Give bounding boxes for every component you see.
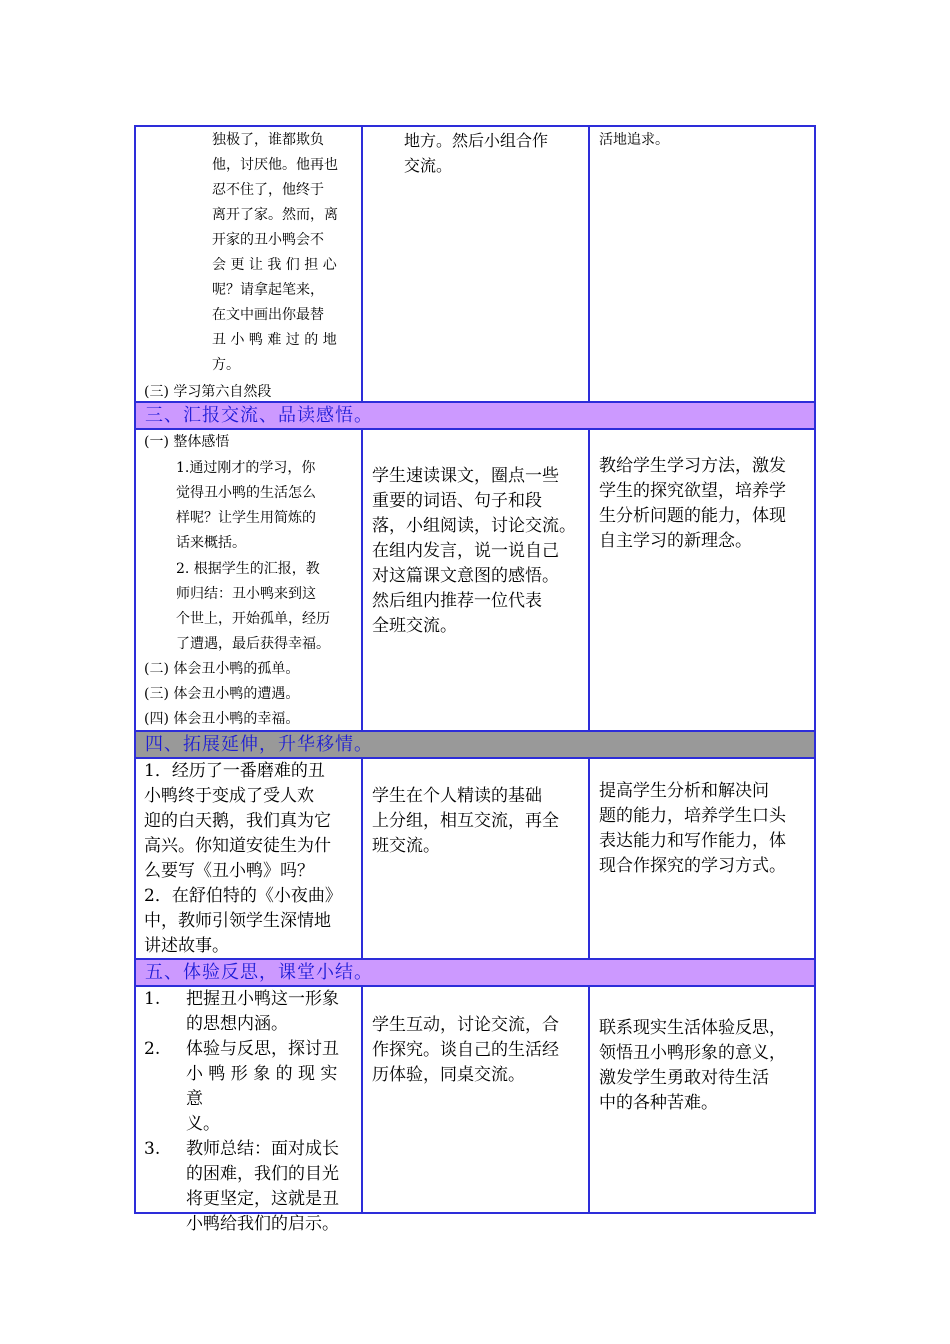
column-divider: [588, 987, 590, 1214]
text-line: 将更坚定，这就是丑: [186, 1189, 339, 1209]
text-line: 学生速读课文，圈点一些: [372, 466, 559, 486]
text-line: 么要写《丑小鸭》吗？: [144, 861, 314, 881]
text-line: 把握丑小鸭这一形象: [186, 989, 339, 1009]
text-line: 自主学习的新理念。: [599, 531, 752, 551]
text-line: 中，教师引领学生深情地: [144, 911, 331, 931]
text-line: 小鸭给我们的启示。: [186, 1214, 339, 1234]
list-item: (二) 体会丑小鸭的孤单。: [144, 661, 300, 677]
text-line: 小鸭终于变成了受人欢: [144, 786, 314, 806]
row3-student-activity: [372, 464, 586, 639]
section-band-3: 三、汇报交流、品读感悟。: [136, 403, 814, 428]
row4-teacher-activity: [144, 759, 358, 959]
section-band-4: 四、拓展延伸，升华移情。: [136, 732, 814, 757]
text-line: 提高学生分析和解决问: [599, 781, 769, 801]
lesson-table: [134, 125, 816, 1234]
row4-col2-text: [372, 784, 586, 859]
section-band-5: 五、体验反思，课堂小结。: [136, 960, 814, 985]
text-line: 离开了家。然而，离: [212, 207, 338, 223]
text-line: 题的能力，培养学生口头: [599, 806, 786, 826]
row3-col3-text: [599, 454, 811, 554]
row1-col3-text: [599, 128, 809, 153]
text-line: 地方。然后小组合作: [404, 131, 549, 150]
text-line: 2．在舒伯特的《小夜曲》: [144, 886, 342, 906]
text-line: 教师总结：面对成长: [186, 1139, 339, 1159]
text-line: 班交流。: [372, 836, 440, 856]
text-line: 生分析问题的能力，体现: [599, 506, 786, 526]
numbered-item: [144, 1037, 358, 1137]
row4-col3-text: [599, 779, 811, 879]
row1-student-activity: [404, 128, 586, 178]
text-line: 迎的白天鹅，我们真为它: [144, 811, 331, 831]
text-line: 独极了，谁都欺负: [212, 132, 324, 148]
text-line: 觉得丑小鸭的生活怎么: [176, 485, 316, 501]
text-line: 他，讨厌他。他再也: [212, 157, 338, 173]
text-line: 了遭遇，最后获得幸福。: [176, 636, 330, 652]
text-line: 的困难，我们的目光: [186, 1164, 339, 1184]
text-line: 上分组，相互交流，再全: [372, 811, 559, 831]
list-item: (三) 体会丑小鸭的遭遇。: [144, 686, 300, 702]
text-line: 1.通过刚才的学习，你: [176, 460, 316, 476]
numbered-item: [144, 1137, 358, 1237]
item-text: [186, 1137, 358, 1237]
text-line: 在组内发言，说一说自己: [372, 541, 559, 561]
column-divider: [361, 987, 363, 1214]
text-line: 学生在个人精读的基础: [372, 786, 542, 806]
row3-col1-tail: [144, 657, 358, 732]
text-line: 学生互动，讨论交流，合: [372, 1015, 559, 1035]
text-line: 中的各种苦难。: [599, 1093, 718, 1113]
list-item: [176, 557, 358, 657]
row3-col2-text: [372, 464, 586, 639]
text-line: 1．经历了一番磨难的丑: [144, 761, 325, 781]
text-line: 表达能力和写作能力，体: [599, 831, 786, 851]
text-line: 高兴。你知道安徒生为什: [144, 836, 331, 856]
text-line: 2. 根据学生的汇报，教: [176, 561, 320, 577]
text-line: 激发学生勇敢对待生活: [599, 1068, 769, 1088]
text-line: 体验与反思，探讨丑: [186, 1039, 339, 1059]
text-line: 开家的丑小鸭会不: [212, 232, 324, 248]
column-divider: [361, 759, 363, 958]
text-line: 作探究。谈自己的生活经: [372, 1040, 559, 1060]
text-line: 会 更 让 我 们 担 心: [212, 257, 337, 273]
list-item: [176, 456, 358, 556]
column-divider: [588, 127, 590, 401]
list-item: (四) 体会丑小鸭的幸福。: [144, 711, 300, 727]
column-divider: [361, 430, 363, 730]
text-line: 然后组内推荐一位代表: [372, 591, 542, 611]
text-line: 样呢？让学生用简炼的: [176, 510, 316, 526]
text-line: 学生的探究欲望，培养学: [599, 481, 786, 501]
text-line: 教给学生学习方法，激发: [599, 456, 786, 476]
text-line: 方。: [212, 357, 240, 373]
row3-teacher-activity: [144, 430, 358, 732]
text-line: 领悟丑小鸭形象的意义，: [599, 1043, 786, 1063]
text-line: 小 鸭 形 象 的 现 实 意: [186, 1064, 338, 1109]
item-number: 2.: [144, 1039, 161, 1059]
text-line: 重要的词语、句子和段: [372, 491, 542, 511]
row5-col2-text: [372, 1013, 586, 1088]
column-divider: [588, 759, 590, 958]
text-line: 交流。: [404, 156, 453, 175]
row5-student-activity: [372, 1013, 586, 1088]
item-text: [186, 1037, 358, 1137]
text-line: 个世上，开始孤单，经历: [176, 611, 330, 627]
text-line: 的思想内涵。: [186, 1014, 288, 1034]
row4-col1-text: [144, 759, 358, 959]
row5-teacher-activity: [144, 987, 358, 1237]
row1-teacher-activity: [144, 128, 358, 400]
numbered-item: [144, 987, 358, 1037]
text-line: 对这篇课文意图的感悟。: [372, 566, 559, 586]
text-line: 现合作探究的学习方式。: [599, 856, 786, 876]
text-line: 忍不住了，他终于: [212, 182, 324, 198]
text-line: 联系现实生活体验反思，: [599, 1018, 786, 1038]
text-line: 活地追求。: [599, 132, 669, 148]
row5-design-intent: [599, 1016, 811, 1116]
text-line: 丑 小 鸭 难 过 的 地: [212, 332, 337, 348]
text-line: 师归结：丑小鸭来到这: [176, 586, 316, 602]
subheading-overall: (一) 整体感悟: [144, 434, 230, 450]
text-line: 话来概括。: [176, 535, 246, 551]
row1-col2-text: [404, 128, 586, 178]
item-text: [186, 987, 358, 1037]
text-line: 讲述故事。: [144, 936, 229, 956]
row3-design-intent: [599, 454, 811, 554]
item-number: 1.: [144, 989, 161, 1009]
column-divider: [361, 127, 363, 401]
row3-col1-items: [144, 456, 358, 657]
text-line: 呢？请拿起笔来，: [212, 282, 324, 298]
row5-col1-items: [144, 987, 358, 1237]
text-line: 历体验，同桌交流。: [372, 1065, 525, 1085]
text-line: 全班交流。: [372, 616, 457, 636]
column-divider: [588, 430, 590, 730]
section-subheading: (三) 学习第六自然段: [144, 384, 272, 400]
row5-col3-text: [599, 1016, 811, 1116]
row1-col1-text: [144, 128, 358, 378]
row1-design-intent: [599, 128, 809, 153]
text-line: 在文中画出你最替: [212, 307, 324, 323]
text-line: 落，小组阅读，讨论交流。: [372, 516, 576, 536]
text-line: 义。: [186, 1114, 220, 1134]
row4-student-activity: [372, 784, 586, 859]
item-number: 3.: [144, 1139, 161, 1159]
row4-design-intent: [599, 779, 811, 879]
